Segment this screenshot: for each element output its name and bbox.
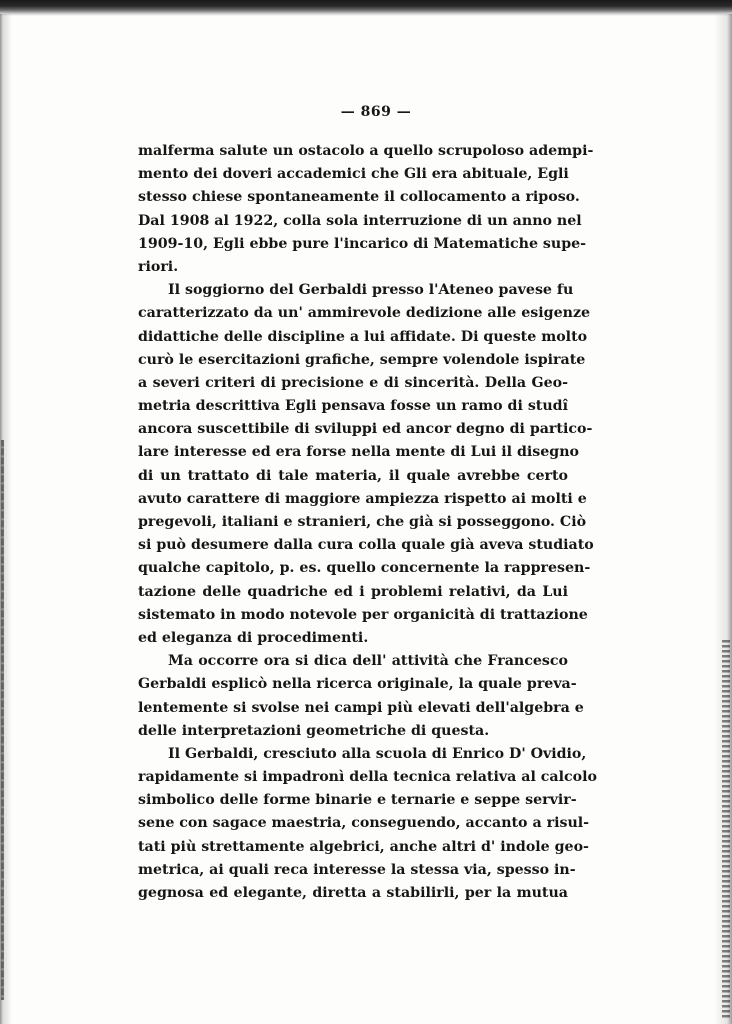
text-line: metria descrittiva Egli pensava fosse un ramo di studî <box>138 398 568 415</box>
scan-top-edge <box>0 0 732 16</box>
text-line: qualche capitolo, p. es. quello concernente la rappresen- <box>138 560 591 577</box>
text-line: malferma salute un ostacolo a quello scrupoloso adempi- <box>138 143 594 159</box>
text-line: 1909-10, Egli ebbe pure l'incarico di Matematiche supe- <box>138 235 587 252</box>
text-line: gegnosa ed elegante, diretta a stabilirli, per la mutua <box>138 885 568 901</box>
scan-binding-mark <box>1 440 4 1000</box>
text-line: simbolico delle forme binarie e ternarie e seppe servir- <box>138 792 577 809</box>
text-line: rapidamente si impadronì della tecnica relativa al calcolo <box>138 769 597 786</box>
text-line: Ma occorre ora si dica dell' attività che Francesco <box>168 653 568 670</box>
text-line: Gerbaldi esplicò nella ricerca originale, la quale preva- <box>138 676 577 693</box>
text-line: Il soggiorno del Gerbaldi presso l'Ateneo pavese fu <box>168 282 574 299</box>
text-line: stesso chiese spontaneamente il collocamento a riposo. <box>138 189 580 206</box>
text-line: ed eleganza di procedimenti. <box>138 629 369 646</box>
text-line: Il Gerbaldi, cresciuto alla scuola di Enrico D' Ovidio, <box>168 745 587 762</box>
text-line: lentemente si svolse nei campi più elevati dell'algebra e <box>138 699 584 716</box>
text-line: avuto carattere di maggiore ampiezza rispetto ai molti e <box>138 490 587 507</box>
text-line: metrica, ai quali reca interesse la stessa via, spesso in- <box>138 861 576 878</box>
text-line: tazione delle quadriche ed i problemi relativi, da Lui <box>138 583 568 600</box>
text-line: ancora suscettibile di sviluppi ed ancor degno di partico- <box>138 421 593 438</box>
page-number: — 869 — <box>340 104 412 120</box>
text-line: Dal 1908 al 1922, colla sola interruzione di un anno nel <box>138 212 582 229</box>
text-line: mento dei doveri accademici che Gli era abituale, Egli <box>138 166 569 183</box>
text-line: tati più strettamente algebrici, anche altri d' indole geo- <box>138 838 589 855</box>
text-line: di un trattato di tale materia, il quale avrebbe certo <box>138 467 568 484</box>
text-line: riori. <box>138 258 179 275</box>
text-line: si può desumere dalla cura colla quale già aveva studiato <box>138 537 594 554</box>
text-line: caratterizzato da un' ammirevole dedizione alle esigenze <box>138 305 591 322</box>
text-body <box>138 140 597 905</box>
text-line: a severi criteri di precisione e di sincerità. Della Geo- <box>138 374 568 391</box>
text-line: didattiche delle discipline a lui affidate. Di queste molto <box>138 328 588 345</box>
scan-right-noise <box>722 640 730 1020</box>
text-line: pregevoli, italiani e stranieri, che già si posseggono. Ciò <box>138 514 587 530</box>
text-line: delle interpretazioni geometriche di questa. <box>138 722 490 739</box>
text-line: lare interesse ed era forse nella mente di Lui il disegno <box>138 444 579 461</box>
text-line: sistemato in modo notevole per organicità di trattazione <box>138 606 588 623</box>
text-line: curò le esercitazioni grafiche, sempre volendole ispirate <box>138 351 586 368</box>
text-line: sene con sagace maestria, conseguendo, accanto a risul- <box>138 815 590 832</box>
